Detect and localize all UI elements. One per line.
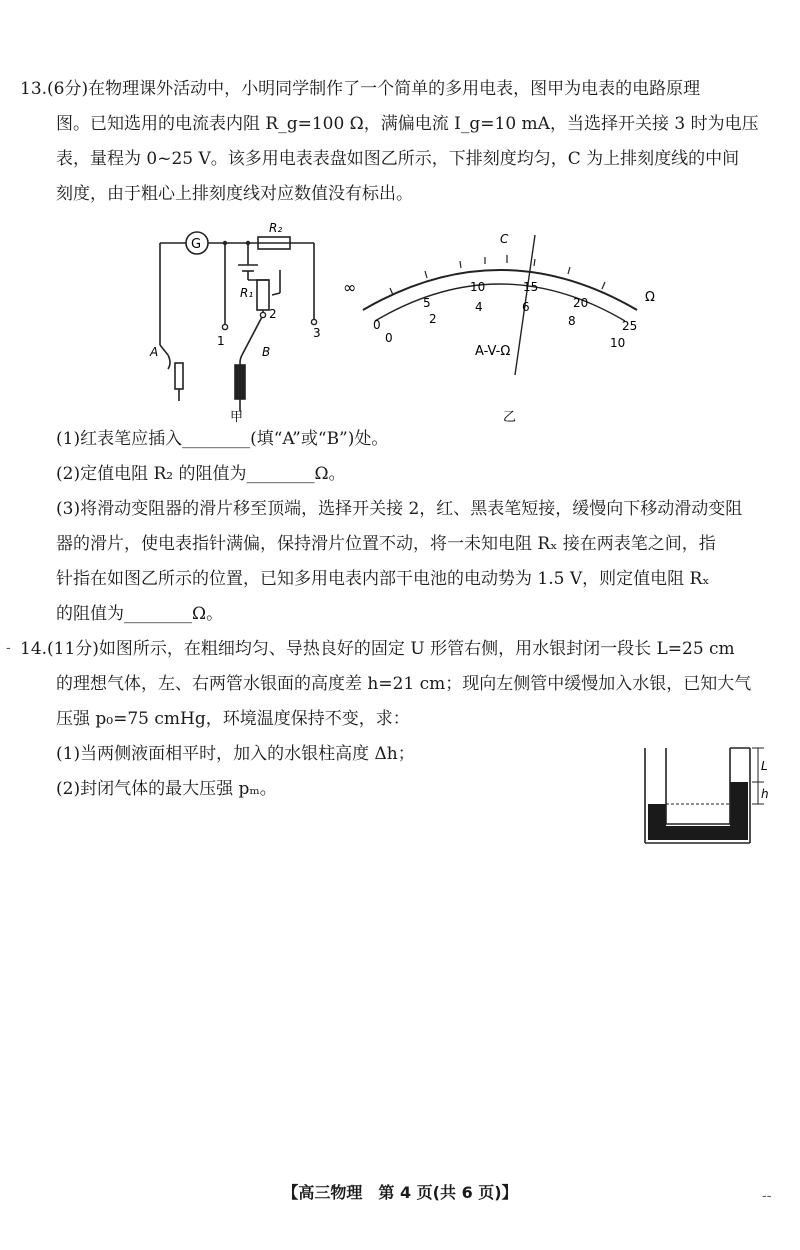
footer-mark: -- <box>762 1188 772 1204</box>
q13-line-3: 表，量程为 0~25 V。该多用电表表盘如图乙所示，下排刻度均匀，C 为上排刻度线的中间 <box>56 149 740 169</box>
avo-label: A-V-Ω <box>475 344 511 359</box>
terminal-1-label: 1 <box>217 334 225 348</box>
page-footer: 【高三物理 第 4 页(共 6 页)】 <box>282 1183 518 1202</box>
dial-c-label: C <box>500 232 509 246</box>
height-h-label: h <box>761 787 769 801</box>
q14-line-3: 压强 p₀=75 cmHg，环境温度保持不变，求： <box>56 709 410 729</box>
lower-tick-0: 0 <box>385 331 393 345</box>
terminal-b-label: B <box>262 345 271 359</box>
lower-tick-8: 8 <box>568 314 576 328</box>
q13-sub-3b: 器的滑片，使电表指针满偏，保持滑片位置不动，将一未知电阻 Rₓ 接在两表笔之间，指 <box>56 534 716 554</box>
q13-sub-3d: 的阻值为________Ω。 <box>56 604 224 624</box>
q14-sub-2: (2)封闭气体的最大压强 pₘ。 <box>56 779 277 799</box>
lower-tick-6: 6 <box>522 300 530 314</box>
upper-tick-10: 10 <box>470 280 486 294</box>
terminal-a-label: A <box>150 345 159 359</box>
circuit-diagram <box>130 215 350 425</box>
lower-tick-10: 10 <box>610 336 626 350</box>
fig-jia-caption: 甲 <box>230 410 244 425</box>
fig-yi-caption: 乙 <box>503 410 517 425</box>
galvanometer-label: G <box>191 237 202 252</box>
q13-line-1: 13.(6分)在物理课外活动中，小明同学制作了一个简单的多用电表，图甲为电表的电路原理 <box>20 79 701 99</box>
q13-sub-2: (2)定值电阻 R₂ 的阻值为________Ω。 <box>56 464 346 484</box>
q13-line-4: 刻度，由于粗心上排刻度线对应数值没有标出。 <box>56 184 413 204</box>
margin-mark: - <box>6 640 11 656</box>
upper-tick-20: 20 <box>573 296 589 310</box>
meter-dial <box>335 225 665 425</box>
q13-sub-3a: (3)将滑动变阻器的滑片移至顶端，选择开关接 2，红、黑表笔短接，缓慢向下移动滑动变阻 <box>56 499 743 519</box>
q14-line-2: 的理想气体，左、右两管水银面的高度差 h=21 cm；现向左侧管中缓慢加入水银，已知大气 <box>56 674 752 694</box>
lower-tick-4: 4 <box>475 300 483 314</box>
r1-label: R₁ <box>240 286 254 300</box>
lower-tick-2: 2 <box>429 312 437 326</box>
q14-line-1: 14.(11分)如图所示，在粗细均匀、导热良好的固定 U 形管右侧，用水银封闭一段长 L=25 cm <box>20 639 735 659</box>
upper-tick-25: 25 <box>622 319 638 333</box>
q13-line-2: 图。已知选用的电流表内阻 R_g=100 Ω，满偏电流 I_g=10 mA，当选择开关接 3 时为电压 <box>56 114 759 134</box>
upper-tick-15: 15 <box>523 280 539 294</box>
dial-infinity-label: ∞ <box>343 278 357 297</box>
length-l-label: L <box>761 759 768 773</box>
q13-sub-1: (1)红表笔应插入________(填“A”或“B”)处。 <box>56 429 389 449</box>
r2-label: R₂ <box>269 221 283 235</box>
terminal-3-label: 3 <box>313 326 321 340</box>
dial-ohm-label: Ω <box>645 290 655 305</box>
upper-tick-0: 0 <box>373 318 381 332</box>
q13-sub-3c: 针指在如图乙所示的位置，已知多用电表内部干电池的电动势为 1.5 V，则定值电阻 Rₓ <box>56 569 710 589</box>
upper-tick-5: 5 <box>423 296 431 310</box>
u-tube-diagram <box>640 740 780 850</box>
terminal-2-label: 2 <box>269 307 277 321</box>
q14-sub-1: (1)当两侧液面相平时，加入的水银柱高度 Δh； <box>56 744 415 764</box>
